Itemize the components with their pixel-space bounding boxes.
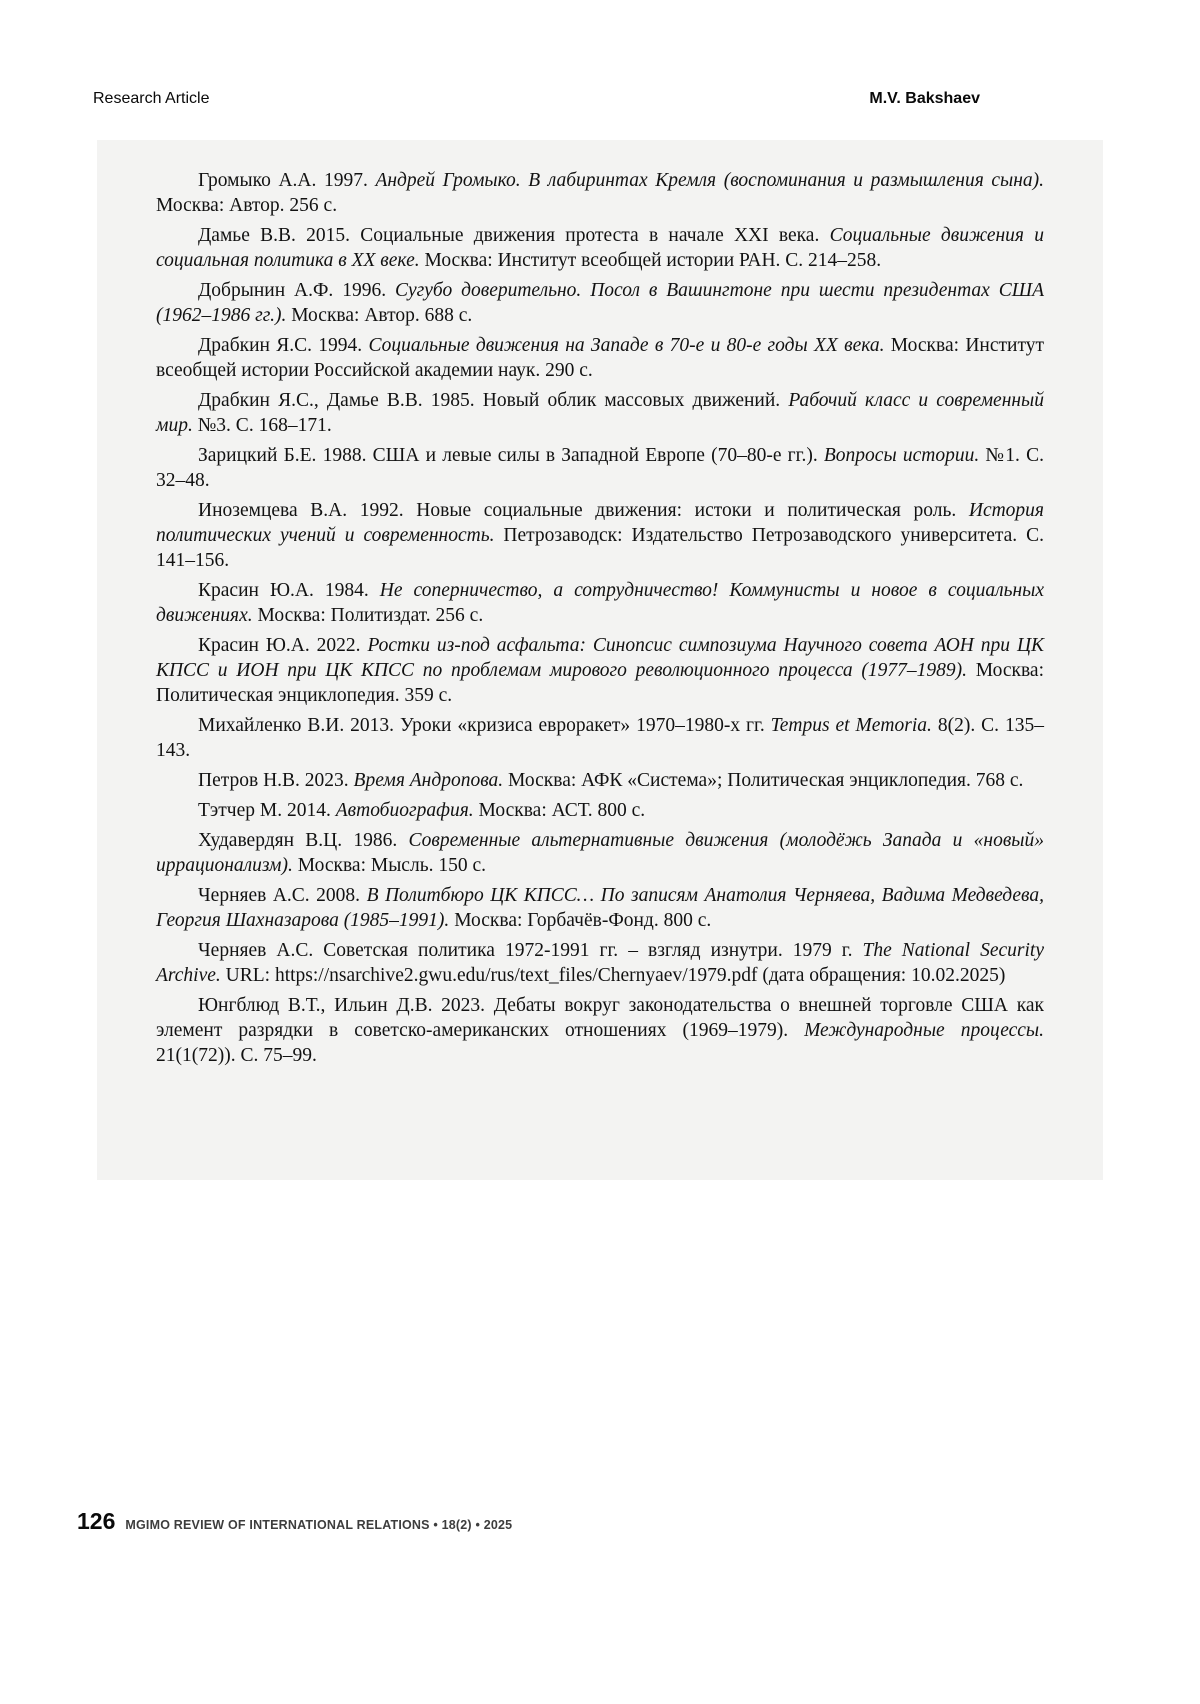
reference-text: Москва: Институт всеобщей истории Российской академии наук. 290 с. xyxy=(156,335,1044,381)
reference-entry xyxy=(156,798,1044,823)
reference-source-italic: Современные альтернативные движения (молодёжь Запада и «новый» иррационализм). xyxy=(156,830,1045,876)
reference-source-italic: История политических учений и современность. xyxy=(156,500,1044,546)
reference-entry xyxy=(156,388,1044,438)
reference-entry xyxy=(156,883,1044,933)
reference-text: 21(1(72)). С. 75–99. xyxy=(156,1045,317,1066)
reference-source-italic: Не соперничество, а сотрудничество! Коммунисты и новое в социальных движениях. xyxy=(156,580,1045,626)
reference-source-italic: Международные процессы. xyxy=(804,1020,1044,1041)
reference-text: Москва: Мысль. 150 с. xyxy=(292,855,486,876)
reference-text: Добрынин А.Ф. 1996. xyxy=(198,280,395,301)
reference-entry xyxy=(156,938,1044,988)
reference-source-italic: Социальные движения и социальная политика в XX веке. xyxy=(156,225,1044,271)
reference-text: Тэтчер М. 2014. xyxy=(198,800,336,821)
reference-text: Красин Ю.А. 1984. xyxy=(198,580,380,601)
reference-source-italic: Ростки из-под асфальта: Синопсис симпозиума Научного совета АОН при ЦК КПСС и ИОН при ЦК КПСС по проблемам мирового революционного процесса (1977–1989). xyxy=(156,635,1044,681)
reference-text: Драбкин Я.С. 1994. xyxy=(198,335,369,356)
reference-text: Дамье В.В. 2015. Социальные движения протеста в начале XXI века. xyxy=(198,225,830,246)
page-header xyxy=(93,90,980,108)
page-footer xyxy=(77,1508,512,1535)
reference-entry xyxy=(156,828,1044,878)
reference-entry xyxy=(156,498,1044,573)
reference-source-italic: Андрей Громыко. В лабиринтах Кремля (воспоминания и размышления сына). xyxy=(375,170,1045,191)
reference-text: Худавердян В.Ц. 1986. xyxy=(198,830,409,851)
reference-text: Громыко А.А. 1997. xyxy=(198,170,376,191)
reference-text: Москва: Политическая энциклопедия. 359 с. xyxy=(156,660,1044,706)
reference-text: Москва: Институт всеобщей истории РАН. С. 214–258. xyxy=(419,250,882,271)
reference-text: Москва: АСТ. 800 с. xyxy=(473,800,646,821)
reference-entry xyxy=(156,633,1044,708)
author-name: M.V. Bakshaev xyxy=(869,90,980,107)
reference-text: 8(2). С. 135–143. xyxy=(156,715,1044,761)
page-number: 126 xyxy=(77,1508,116,1534)
reference-text: №3. С. 168–171. xyxy=(192,415,332,436)
reference-source-italic: The National Security Archive. xyxy=(156,940,1044,986)
reference-entry xyxy=(156,443,1044,493)
reference-entry xyxy=(156,768,1044,793)
reference-text: Зарицкий Б.Е. 1988. США и левые силы в Западной Европе (70–80-е гг.). xyxy=(198,445,824,466)
reference-entry xyxy=(156,223,1044,273)
reference-text: Красин Ю.А. 2022. xyxy=(198,635,368,656)
references-box xyxy=(97,140,1103,1180)
reference-entry xyxy=(156,578,1044,628)
reference-source-italic: Сугубо доверительно. Посол в Вашингтоне при шести президентах США (1962–1986 гг.). xyxy=(156,280,1044,326)
reference-text: Петров Н.В. 2023. xyxy=(198,770,354,791)
reference-entry xyxy=(156,993,1044,1068)
reference-text: Москва: АФК «Система»; Политическая энциклопедия. 768 с. xyxy=(503,770,1024,791)
reference-text: Юнгблюд В.Т., Ильин Д.В. 2023. Дебаты вокруг законодательства о внешней торговле США как элемент разрядки в советско-американских отношениях (1969–1979). xyxy=(156,995,1044,1041)
reference-text: Москва: Автор. 688 с. xyxy=(286,305,473,326)
reference-source-italic: В Политбюро ЦК КПСС… По записям Анатолия Черняева, Вадима Медведева, Георгия Шахназарова (1985–1991). xyxy=(156,885,1044,931)
reference-text: URL: https://nsarchive2.gwu.edu/rus/text_files/Chernyaev/1979.pdf (дата обращения: 10.02.2025) xyxy=(220,965,1006,986)
reference-text: Петрозаводск: Издательство Петрозаводского университета. С. 141–156. xyxy=(156,525,1044,571)
reference-entry xyxy=(156,713,1044,763)
reference-source-italic: Время Андропова. xyxy=(353,770,504,791)
reference-text: Черняев А.С. 2008. xyxy=(198,885,367,906)
reference-source-italic: Социальные движения на Западе в 70-е и 80-е годы XX века. xyxy=(368,335,885,356)
reference-source-italic: Рабочий класс и современный мир. xyxy=(156,390,1045,436)
reference-text: Черняев А.С. Советская политика 1972-1991 гг. – взгляд изнутри. 1979 г. xyxy=(198,940,863,961)
reference-text: Москва: Автор. 256 с. xyxy=(156,195,338,216)
reference-source-italic: Tempus et Memoria. xyxy=(770,715,932,736)
reference-entry xyxy=(156,333,1044,383)
reference-text: Михайленко В.И. 2013. Уроки «кризиса евроракет» 1970–1980-х гг. xyxy=(198,715,771,736)
reference-text: Москва: Политиздат. 256 с. xyxy=(252,605,484,626)
reference-text: Иноземцева В.А. 1992. Новые социальные движения: истоки и политическая роль. xyxy=(198,500,969,521)
reference-text: №1. С. 32–48. xyxy=(156,445,1044,491)
reference-source-italic: Автобиография. xyxy=(335,800,474,821)
reference-entry xyxy=(156,278,1044,328)
journal-title: MGIMO REVIEW OF INTERNATIONAL RELATIONS • 18(2) • 2025 xyxy=(125,1518,513,1532)
reference-source-italic: Вопросы истории. xyxy=(823,445,980,466)
article-type-label: Research Article xyxy=(93,90,210,107)
reference-text: Москва: Горбачёв-Фонд. 800 с. xyxy=(449,910,712,931)
reference-text: Драбкин Я.С., Дамье В.В. 1985. Новый облик массовых движений. xyxy=(198,390,789,411)
reference-entry xyxy=(156,168,1044,218)
references-list xyxy=(156,168,1044,1068)
